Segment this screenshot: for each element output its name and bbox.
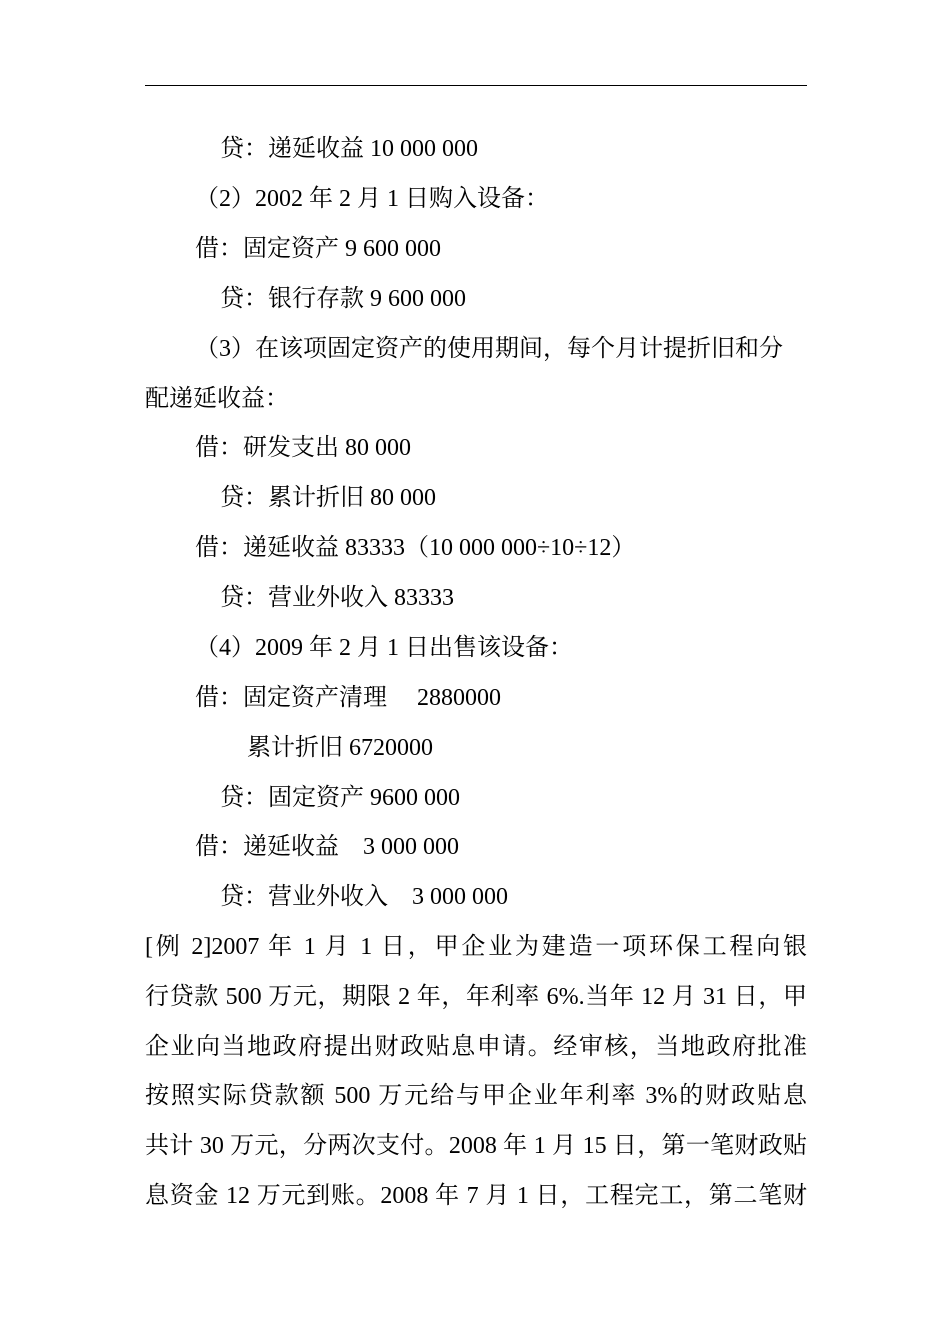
entry-line: 贷：递延收益 10 000 000 — [220, 136, 478, 162]
example-line: 按照实际贷款额 500 万元给与甲企业年利率 3%的财政贴息 — [145, 1083, 807, 1109]
entry-line: 贷：银行存款 9 600 000 — [220, 286, 466, 312]
entry-line: 贷：营业外收入 3 000 000 — [220, 884, 508, 910]
entry-line: 借：研发支出 80 000 — [195, 435, 411, 461]
entry-line: 贷：固定资产 9600 000 — [220, 785, 460, 811]
entry-line: 贷：营业外收入 83333 — [220, 585, 454, 611]
entry-line: 借：固定资产 9 600 000 — [195, 236, 441, 262]
example-line: 企业向当地政府提出财政贴息申请。经审核，当地政府批准 — [145, 1034, 807, 1060]
entry-line: 贷：累计折旧 80 000 — [220, 485, 436, 511]
example-line: 息资金 12 万元到账。2008 年 7 月 1 日，工程完工，第二笔财 — [145, 1183, 807, 1209]
entry-line: 累计折旧 6720000 — [247, 735, 433, 761]
entry-line: 借：固定资产清理 2880000 — [195, 685, 501, 711]
example-line: [例 2]2007 年 1 月 1 日，甲企业为建造一项环保工程向银 — [145, 934, 807, 960]
header-rule — [145, 85, 807, 86]
section-heading: （3）在该项固定资产的使用期间，每个月计提折旧和分 — [195, 336, 783, 362]
entry-line: 借：递延收益 83333（10 000 000÷10÷12） — [195, 535, 636, 561]
example-line: 共计 30 万元，分两次支付。2008 年 1 月 15 日，第一笔财政贴 — [145, 1133, 807, 1159]
section-heading: （4）2009 年 2 月 1 日出售该设备： — [195, 635, 573, 661]
section-heading: （2）2002 年 2 月 1 日购入设备： — [195, 186, 549, 212]
entry-line: 借：递延收益 3 000 000 — [195, 834, 459, 860]
example-line: 行贷款 500 万元，期限 2 年，年利率 6%.当年 12 月 31 日，甲 — [145, 984, 807, 1010]
section-heading-cont: 配递延收益： — [145, 386, 289, 412]
